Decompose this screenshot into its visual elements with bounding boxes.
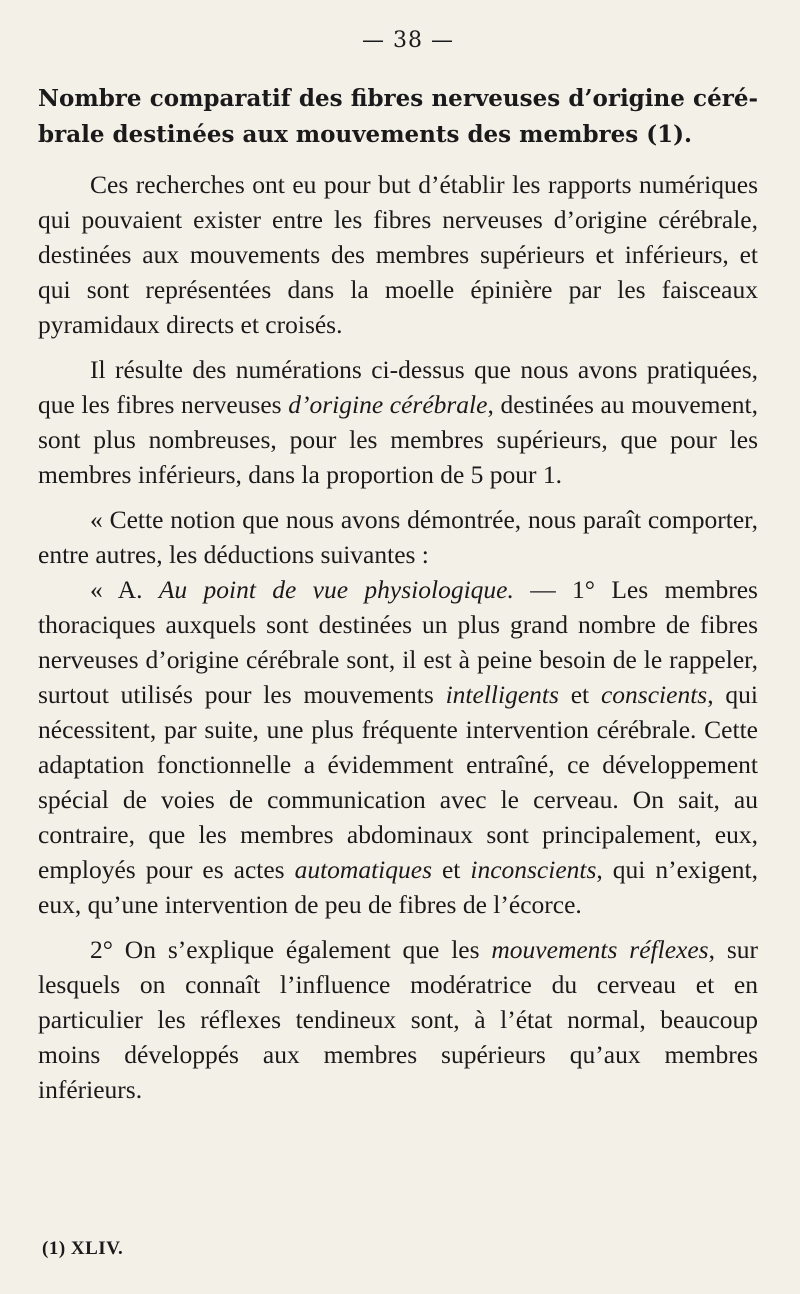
paragraph-4-italic-heading: Au point de vue physiologique. <box>158 575 514 604</box>
paragraph-4-text-e: et <box>432 855 471 884</box>
paragraph-5-text-a: 2° On s’explique également que les <box>90 935 492 964</box>
paragraph-2-text-a: Il résulte des numérations ci-dessus que nous avons pratiquées, que les fibres nerveuses <box>38 355 758 419</box>
paragraph-2-italic: d’origine cérébrale <box>288 390 488 419</box>
paragraph-1: Ces recherches ont eu pour but d’établir les rapports numériques qui pouvaient exister entre les fibres nerveuses d’origine cérébrale, destinées aux mouvements des membres supérieurs et inférieurs, et qui sont représentées dans la moelle épinière par les faisceaux pyramidaux directs et croisés. <box>38 170 758 339</box>
footnote: (1) XLIV. <box>42 1238 124 1259</box>
paragraph-5 <box>38 932 758 1107</box>
footnote-reference: (1). <box>638 121 693 148</box>
paragraph-4-italic-automatiques: automatiques <box>294 855 432 884</box>
section-title-text: Nombre comparatif des fibres nerveuses d’origine cérébrale destinées aux mouvements des membres <box>38 85 758 148</box>
paragraph-4-italic-intelligents: intelligents <box>445 680 559 709</box>
section-title <box>38 81 758 153</box>
paragraph-5-text-b: , sur lesquels on connaît l’influence modératrice du cerveau et en particulier les réflexes tendineux sont, à l’état normal, beaucoup moins développés aux membres supérieurs qu’aux membres inférieurs. <box>38 935 758 1104</box>
paragraph-4 <box>38 572 758 922</box>
paragraph-4-text-d: , qui nécessitent, par suite, une plus fréquente intervention cérébrale. Cette adaptation fonctionnelle a évidemment entraîné, ce développement spécial de voies de communication avec le cerveau. On sait, au contraire, que les membres abdominaux sont principalement, eux, employés pour es actes <box>38 680 759 884</box>
paragraph-3: « Cette notion que nous avons démontrée, nous paraît comporter, entre autres, les déductions suivantes : <box>38 505 758 569</box>
paragraph-4-text-c: et <box>558 680 601 709</box>
paragraph-4-text-a: « A. <box>90 575 159 604</box>
paragraph-5-italic: mouvements réflexes <box>491 935 709 964</box>
paragraph-4-italic-inconscients: inconscients <box>470 855 597 884</box>
paragraph-2-text-b: , destinées au mouvement, sont plus nombreuses, pour les membres supérieurs, que pour les membres inférieurs, dans la proportion de 5 pour 1. <box>38 390 759 489</box>
paragraph-2 <box>38 352 758 492</box>
paragraph-4-text-f: , qui n’exigent, eux, qu’une intervention de peu de fibres de l’écorce. <box>38 855 758 919</box>
page-number: — 38 — <box>362 28 454 53</box>
paragraph-4-text-b: — 1° Les membres thoraciques auxquels sont destinées un plus grand nombre de fibres nerveuses d’origine cérébrale sont, il est à peine besoin de le rappeler, surtout utilisés pour les mouvements <box>38 575 758 709</box>
paragraph-4-italic-conscients: conscients <box>600 680 708 709</box>
